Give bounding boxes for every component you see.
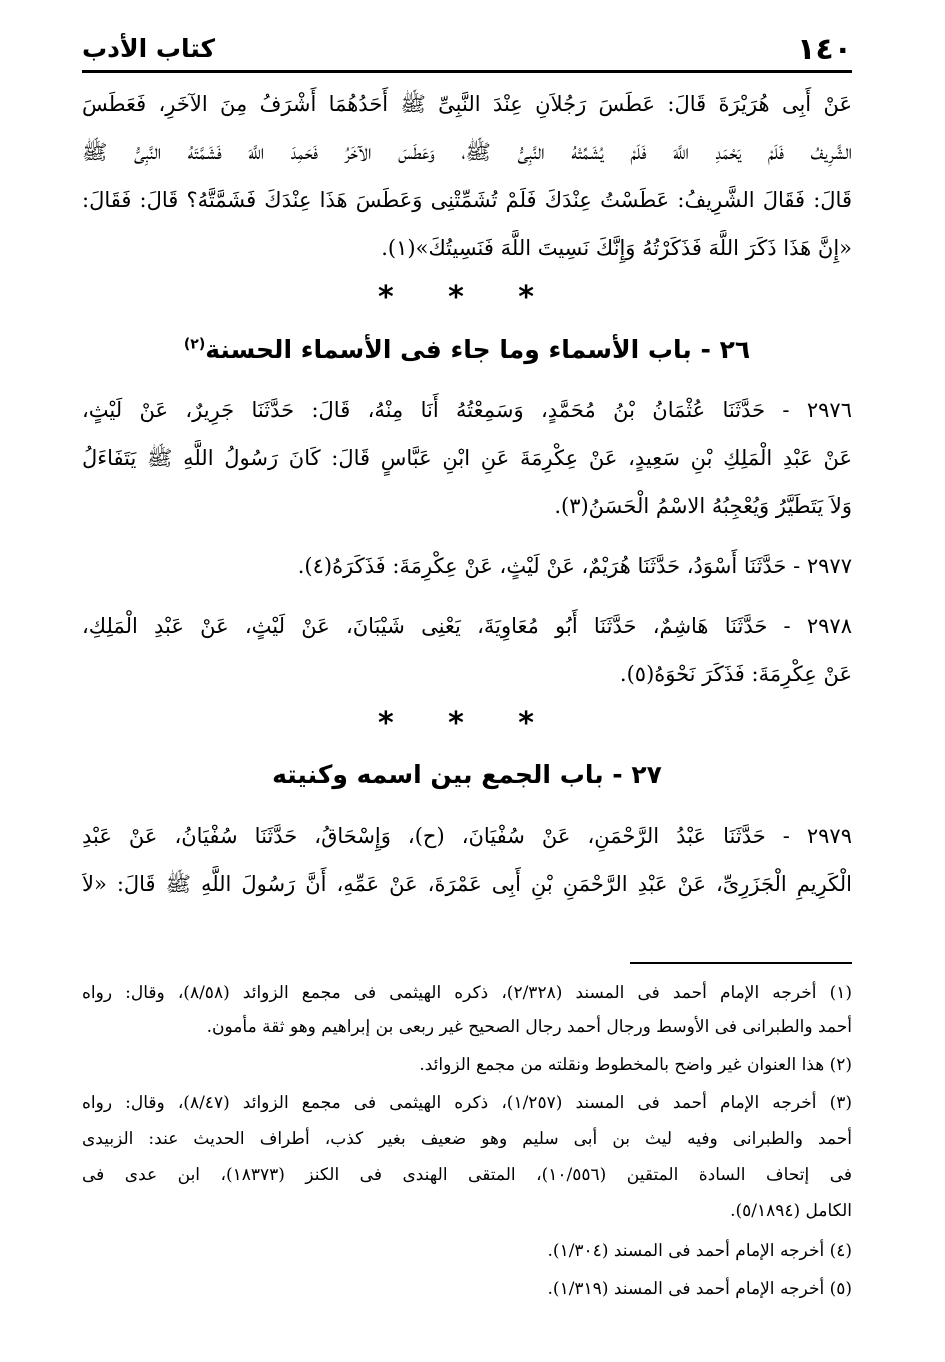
chapter-heading-27: ٢٧ - باب الجمع بين اسمه وكنيته [272, 760, 662, 789]
footnote-line: أحمد والطبرانى وفيه ليث بن أبى سليم وهو ضعيف بغير كذب، أطراف الحديث عند: الزبيدى [82, 1129, 852, 1149]
header-rule [82, 70, 852, 73]
hadith-2976-line: عَنْ عَبْدِ الْمَلِكِ بْنِ سَعِيدٍ، عَنْ عِكْرِمَةَ عَنِ ابْنِ عَبَّاسٍ قَالَ: كَانَ رَسُولُ اللَّهِ ﷺ يَتَفَاءَلُ [82, 446, 852, 470]
text-line: «إِنَّ هَذَا ذَكَرَ اللَّهَ فَذَكَرْتُهُ وَإِنَّكَ نَسِيتَ اللَّهَ فَنَسِيتُكَ»(١). [381, 236, 852, 260]
running-title: كتاب الأدب [82, 34, 216, 63]
footnote-line: فى إتحاف السادة المتقين (١٠/٥٥٦)، المتقى الهندى فى الكنز (١٨٣٧٣)، ابن عدى فى [82, 1165, 852, 1185]
hadith-2977-line: ٢٩٧٧ - حَدَّثَنَا أَسْوَدُ، حَدَّثَنَا هُرَيْمٌ، عَنْ لَيْثٍ، عَنْ عِكْرِمَةَ: فَذَكَرَهُ(٤). [297, 554, 852, 578]
footnote-line: (٥) أخرجه الإمام أحمد فى المسند (١/٣١٩). [547, 1279, 852, 1299]
footnote-line: الكامل (٥/١٨٩٤). [730, 1201, 852, 1221]
footnote-line: (٤) أخرجه الإمام أحمد فى المسند (١/٣٠٤). [547, 1241, 852, 1261]
hadith-2979-line: ٢٩٧٩ - حَدَّثَنَا عَبْدُ الرَّحْمَنِ، عَنْ سُفْيَانَ، (ح)، وَإِسْحَاقُ، حَدَّثَنَا سُفْيَانُ، عَنْ عَبْدِ [82, 824, 852, 848]
hadith-2976-line: وَلاَ يَتَطَيَّرُ وَيُعْجِبُهُ الاسْمُ الْحَسَنُ(٣). [554, 494, 852, 518]
text-line: عَنْ أَبِى هُرَيْرَةَ قَالَ: عَطَسَ رَجُلاَنِ عِنْدَ النَّبِىِّ ﷺ أَحَدُهُمَا أَشْرَفُ مِنَ الآخَرِ، فَعَطَسَ [82, 92, 852, 116]
text-line: قَالَ: فَقَالَ الشَّرِيفُ: عَطَسْتُ عِنْدَكَ فَلَمْ تُشَمِّتْنِى وَعَطَسَ هَذَا عِنْدَكَ فَشَمَّتَّهُ؟ قَالَ: فَقَالَ: [82, 188, 852, 212]
hadith-2979-line: الْكَرِيمِ الْجَزَرِىِّ، عَنْ عَبْدِ الرَّحْمَنِ بْنِ أَبِى عَمْرَةَ، عَنْ عَمِّهِ، أَنَّ رَسُولَ اللَّهِ ﷺ قَالَ: «لاَ [82, 872, 852, 896]
section-separator: * * * [378, 706, 556, 741]
page-number: ١٤٠ [797, 32, 852, 67]
chapter-title: ٢٦ - باب الأسماء وما جاء فى الأسماء الحسنة [205, 335, 751, 364]
footnote-line: (٣) أخرجه الإمام أحمد فى المسند (١/٢٥٧)، ذكره الهيثمى فى مجمع الزوائد (٨/٤٧)، وقال: رواه [82, 1093, 852, 1113]
section-separator: * * * [378, 280, 556, 315]
footnote-ref: (٢) [183, 336, 206, 353]
footnote-line: (١) أخرجه الإمام أحمد فى المسند (٢/٣٢٨)، ذكره الهيثمى فى مجمع الزوائد (٨/٥٨)، وقال: رواه [82, 983, 852, 1003]
footnote-line: أحمد والطبرانى فى الأوسط ورجال أحمد رجال الصحيح غير ربعى بن إبراهيم وهو ثقة مأمون. [206, 1017, 852, 1037]
hadith-2978-line: ٢٩٧٨ - حَدَّثَنَا هَاشِمٌ، حَدَّثَنَا أَبُو مُعَاوِيَةَ، يَعْنِى شَيْبَانَ، عَنْ لَيْثٍ، عَنْ عَبْدِ الْمَلِكِ، [82, 614, 852, 638]
hadith-2978-line: عَنْ عِكْرِمَةَ: فَذَكَرَ نَحْوَهُ(٥). [619, 662, 852, 686]
chapter-heading-26 [82, 335, 852, 364]
text-line: الشَّرِيفُ فَلَمْ يَحْمَدِ اللَّهَ فَلَمْ يُشَمِّتْهُ النَّبِىُّ ﷺ، وَعَطَسَ الآخَرُ فَحَمِدَ اللَّهَ فَشَمَّتَهُ النَّبِىُّ ﷺ [82, 140, 852, 164]
hadith-2976-line: ٢٩٧٦ - حَدَّثَنَا عُثْمَانُ بْنُ مُحَمَّدٍ، وَسَمِعْتُهُ أَنَا مِنْهُ، قَالَ: حَدَّثَنَا جَرِيرٌ، عَنْ لَيْثٍ، [82, 398, 852, 422]
page-header [82, 30, 852, 68]
footnote-rule [630, 962, 852, 964]
footnote-line: (٢) هذا العنوان غير واضح بالمخطوط ونقلته من مجمع الزوائد. [419, 1055, 852, 1075]
